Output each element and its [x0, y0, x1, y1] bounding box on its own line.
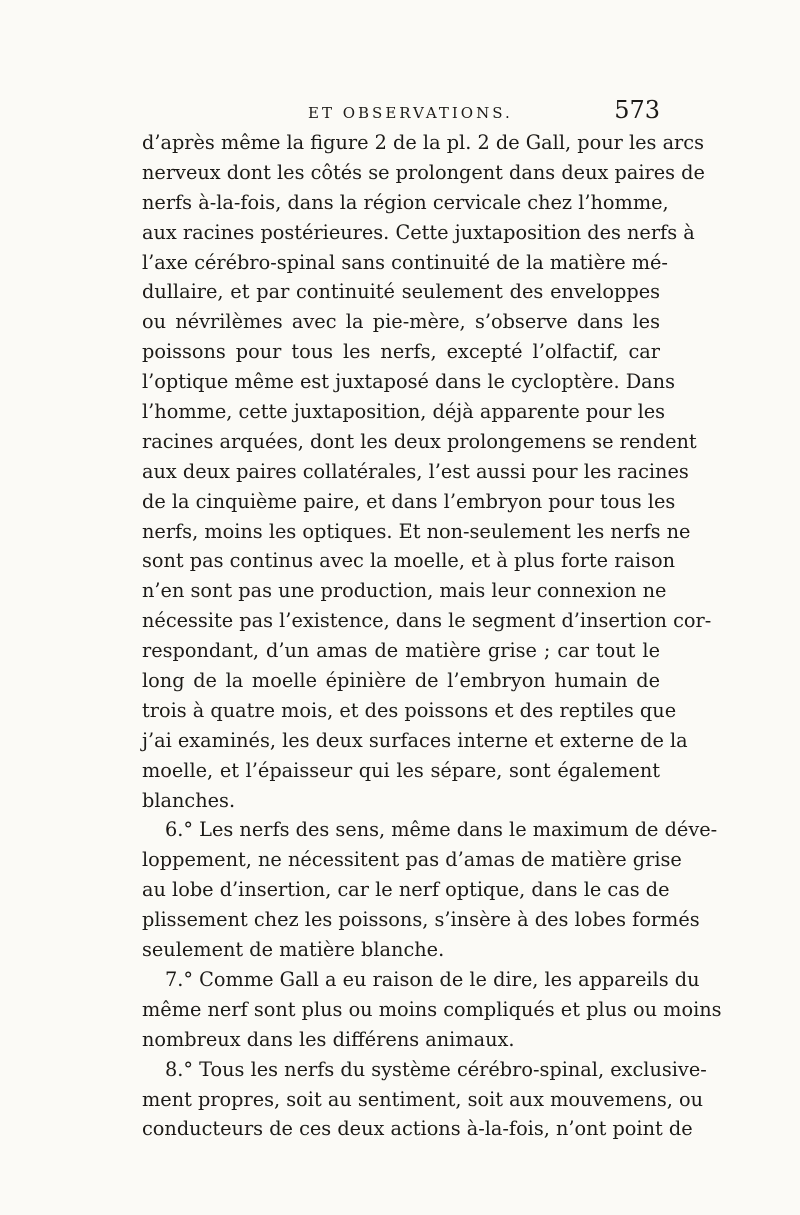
- text-line: sont pas continus avec la moelle, et à plus forte raison: [142, 549, 675, 573]
- text-line: de la cinquième paire, et dans l’embryon pour tous les: [142, 489, 676, 513]
- text-line: même nerf sont plus ou moins compliqués et plus ou moins: [142, 997, 722, 1021]
- text-line: aux deux paires collatérales, l’est aussi pour les racines: [142, 459, 689, 483]
- text-line: blanches.: [142, 788, 236, 812]
- text-line: l’axe cérébro-spinal sans continuité de la matière mé-: [142, 250, 668, 274]
- text-line: nerveux dont les côtés se prolongent dans deux paires de: [142, 160, 705, 184]
- text-line: l’optique même est juxtaposé dans le cycloptère. Dans: [142, 370, 675, 394]
- text-line: l’homme, cette juxtaposition, déjà apparente pour les: [142, 400, 666, 424]
- text-line: conducteurs de ces deux actions à-la-fois, n’ont point de: [142, 1117, 693, 1141]
- text-line: loppement, ne nécessitent pas d’amas de matière grise: [142, 848, 682, 872]
- running-head: ET OBSERVATIONS.: [308, 104, 513, 122]
- text-line: poissons pour tous les nerfs, excepté l’olfactif, car: [142, 340, 660, 364]
- text-line: ou névrilèmes avec la pie-mère, s’observe dans les: [142, 310, 660, 334]
- text-line: nécessite pas l’existence, dans le segment d’insertion cor-: [142, 609, 712, 633]
- text-line: ment propres, soit au sentiment, soit aux mouvemens, ou: [142, 1087, 703, 1111]
- text-line: seulement de matière blanche.: [142, 938, 445, 962]
- text-line: j’ai examinés, les deux surfaces interne et externe de la: [142, 728, 688, 752]
- page-header: [142, 96, 660, 132]
- text-line: aux racines postérieures. Cette juxtaposition des nerfs à: [142, 220, 695, 244]
- text-line: 7.° Comme Gall a eu raison de le dire, les appareils du: [165, 967, 700, 991]
- text-line: 8.° Tous les nerfs du système cérébro-spinal, exclusive-: [165, 1057, 707, 1081]
- text-line: long de la moelle épinière de l’embryon humain de: [142, 669, 660, 693]
- text-line: nerfs à-la-fois, dans la région cervicale chez l’homme,: [142, 190, 669, 214]
- text-line: plissement chez les poissons, s’insère à des lobes formés: [142, 908, 700, 932]
- text-line: n’en sont pas une production, mais leur connexion ne: [142, 579, 667, 603]
- text-line: moelle, et l’épaisseur qui les sépare, sont également: [142, 758, 660, 782]
- text-line: nerfs, moins les optiques. Et non-seulement les nerfs ne: [142, 519, 691, 543]
- text-line: 6.° Les nerfs des sens, même dans le maximum de déve-: [165, 818, 718, 842]
- text-line: respondant, d’un amas de matière grise ; car tout le: [142, 639, 660, 663]
- page-number: 573: [614, 96, 660, 124]
- text-line: racines arquées, dont les deux prolongemens se rendent: [142, 429, 697, 453]
- text-line: au lobe d’insertion, car le nerf optique, dans le cas de: [142, 878, 670, 902]
- text-line: trois à quatre mois, et des poissons et des reptiles que: [142, 698, 677, 722]
- text-line: nombreux dans les différens animaux.: [142, 1027, 515, 1051]
- body-text: [142, 128, 722, 1144]
- text-line: dullaire, et par continuité seulement des enveloppes: [142, 280, 660, 304]
- text-line: d’après même la figure 2 de la pl. 2 de Gall, pour les arcs: [142, 131, 704, 154]
